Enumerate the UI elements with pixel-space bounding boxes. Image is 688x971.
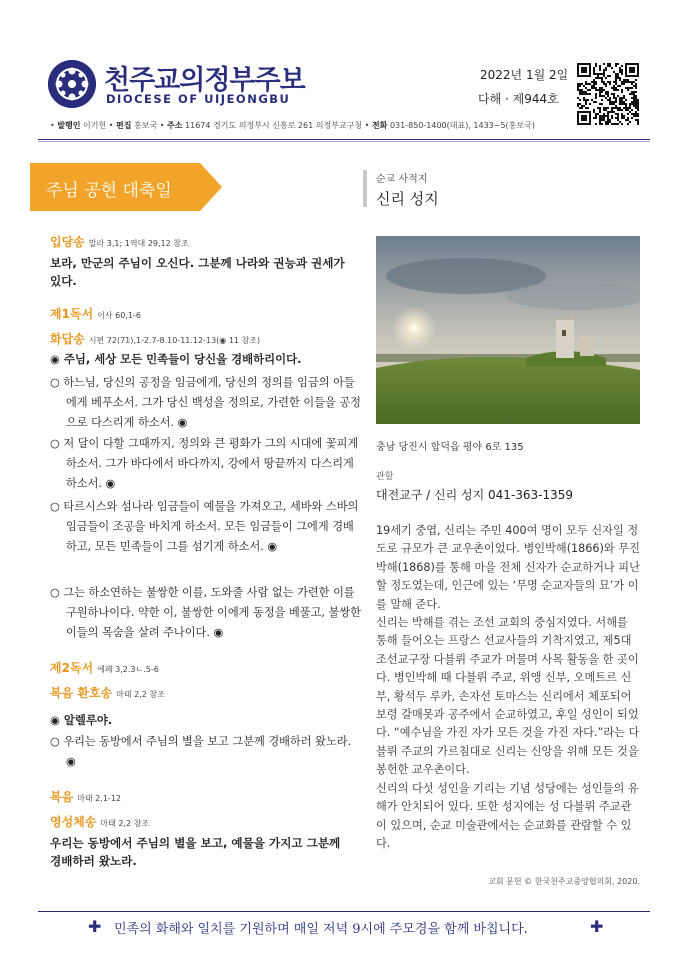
- editor-label: 편집: [116, 121, 132, 130]
- psalm-heading: [50, 328, 346, 347]
- section-kicker: 순교 사적지: [376, 174, 428, 185]
- bulletin-title: 천주교의정부주보: [104, 65, 305, 96]
- shrine-address: 충남 당진시 합덕읍 평야 6로 135: [376, 442, 524, 453]
- acclamation-verse: ○ 우리는 동방에서 주님의 별을 보고 그분께 경배하러 왔노라. ◉: [50, 735, 352, 768]
- psalm-verse-2: ○ 저 달이 다할 그때까지, 정의와 큰 평화가 그의 시대에 꽃피게 하소서. 그가 바다에서 바다까지, 강에서 땅끝까지 다스리게 하소서. ◉: [50, 437, 359, 490]
- phone: 031-850-1400(대표), 1433~5(홍보국): [389, 121, 535, 130]
- footer-divider: [38, 911, 650, 912]
- header-divider: [38, 139, 650, 140]
- reading1-ref: 이사 60,1-6: [97, 311, 141, 320]
- gospel-acclamation-heading: [50, 682, 346, 701]
- shrine-paragraph-1: 19세기 중엽, 신리는 주민 400여 명이 모두 신자일 정도로 규모가 큰 교우촌이었다. 병인박해(1866)와 무진박해(1868)를 통해 마을 전체 신자가 순교하거나 피난할 정도였는데, 인근에 있는 ‘무명 순교자들의 묘’가 이를 말해 준다.: [376, 524, 640, 611]
- editor: 홍보국: [134, 121, 158, 130]
- psalm-ref: 시편 72(71),1-2.7-8.10-11.12-13(◉ 11 참조): [88, 336, 261, 345]
- entrance-ref: 말라 3,1; 1역대 29,12 참조: [88, 239, 189, 248]
- communion-antiphon-heading: [50, 811, 346, 830]
- communion-ref: 마태 2,2 참조: [100, 819, 150, 828]
- psalm-verse-4: ○ 그는 하소연하는 불쌍한 이를, 도와줄 사람 없는 가련한 이를 구원하나이다. 약한 이, 불쌍한 이에게 동정을 베풀고, 불쌍한 이들의 목숨을 살려 주나이다. ◉: [50, 586, 361, 639]
- issue-date: 2022년 1월 2일: [480, 68, 569, 82]
- footer-prayer: 민족의 화해와 일치를 기원하며 매일 저녁 9시에 주모경을 함께 바칩니다.: [114, 922, 528, 937]
- entrance-antiphon-heading: [50, 231, 346, 250]
- publisher-label: 발행인: [57, 121, 81, 130]
- reading2-ref: 에페 3,2.3ㄴ.5-6: [97, 665, 159, 674]
- entrance-antiphon-text: 보라, 만군의 주님이 오신다. 그분께 나라와 권능과 권세가 있다.: [50, 256, 345, 288]
- first-reading-heading: [50, 303, 346, 322]
- jurisdiction-label: 관할: [376, 472, 394, 482]
- psalm-title: 화답송: [50, 332, 85, 346]
- psalm-response: ◉ 주님, 세상 모든 민족들이 당신을 경배하리이다.: [50, 352, 302, 366]
- shrine-contact: 대전교구 / 신리 성지 041-363-1359: [376, 488, 574, 502]
- cross-icon: ✚: [590, 917, 604, 936]
- address: 11674 경기도 의정부시 신흥로 261 의정부교구청: [185, 121, 363, 130]
- alleluia: ◉ 알렐루야.: [50, 713, 113, 727]
- acclamation-ref: 마태 2,2 참조: [116, 690, 165, 699]
- acclamation-title: 복음 환호송: [50, 686, 113, 700]
- gospel-ref: 마태 2,1-12: [77, 794, 121, 803]
- communion-title: 영성체송: [50, 815, 97, 829]
- address-label: 주소: [167, 121, 183, 130]
- gospel-title: 복음: [50, 790, 74, 804]
- qr-code-icon[interactable]: [577, 63, 639, 125]
- cross-icon: ✚: [88, 917, 102, 936]
- entrance-title: 입당송: [50, 235, 85, 249]
- shrine-paragraph-2: 신리는 박해를 겪는 조선 교회의 중심지였다. 서해를 통해 들어오는 프랑스 선교사들의 기착지였고, 제5대 조선교구장 다블뤼 주교가 머물며 사목 활동을 한 곳이다. 병인박해 때 다블뤼 주교, 위앵 신부, 오메트르 신부, 황석두 루카, 손자선 토마스는 신리에서 체포되어 보령 갈매못과 공주에서 순교하였고, 후일 성인이 되었다. “예수님을 가진 자가 모든 것을 가진 자다.”라는 다블뤼 주교의 가르침대로 신리는 신앙을 위해 모든 것을 봉헌한 교우촌이다.: [376, 616, 640, 777]
- diocese-logo: [48, 60, 96, 108]
- shrine-description: [376, 522, 642, 853]
- feast-title: 주님 공현 대축일: [46, 181, 172, 201]
- psalm-verse-1: ○ 하느님, 당신의 공정을 임금에게, 당신의 정의를 임금의 아들에게 베푸소서. 그가 당신 백성을 정의로, 가련한 이들을 공정으로 다스리게 하소서. ◉: [50, 376, 361, 429]
- bulletin-subtitle: DIOCESE OF UIJEONGBU: [106, 92, 291, 106]
- issue-number: 다해 · 제944호: [478, 92, 559, 106]
- publication-info: • 발행인 이기헌 • 편집 홍보국 • 주소 11674 경기도 의정부시 신흥로 261 의정부교구청 • 전화 031-850-1400(대표), 1433~5(홍보국): [50, 121, 535, 130]
- publisher: 이기헌: [83, 121, 107, 130]
- gospel-heading: [50, 786, 346, 805]
- shrine-title: 신리 성지: [376, 190, 439, 208]
- psalm-verse-3: ○ 타르시스와 섬나라 임금들이 예물을 가져오고, 세바와 스바의 임금들이 조공을 바치게 하소서. 모든 임금들이 그에게 경배하고, 모든 민족들이 그를 섬기게 하소서. ◉: [50, 500, 359, 553]
- communion-antiphon-text: 우리는 동방에서 주님의 별을 보고, 예물을 가지고 그분께 경배하러 왔노라.: [50, 836, 341, 868]
- shrine-paragraph-3: 신리의 다섯 성인을 기리는 기념 성당에는 성인들의 유해가 안치되어 있다. 또한 성지에는 성 다블뤼 주교관이 있으며, 순교 미술관에서는 순교화를 관람할 수 있다.: [376, 781, 639, 850]
- second-reading-heading: [50, 657, 346, 676]
- reading2-title: 제2독서: [50, 661, 94, 675]
- section-marker: [363, 170, 367, 207]
- shrine-photo: [376, 236, 640, 424]
- header-divider-shadow: [38, 141, 650, 142]
- reading1-title: 제1독서: [50, 307, 94, 321]
- source-credit: 교회 문헌 © 한국천주교중앙협의회, 2020.: [488, 877, 640, 886]
- phone-label: 전화: [371, 121, 388, 130]
